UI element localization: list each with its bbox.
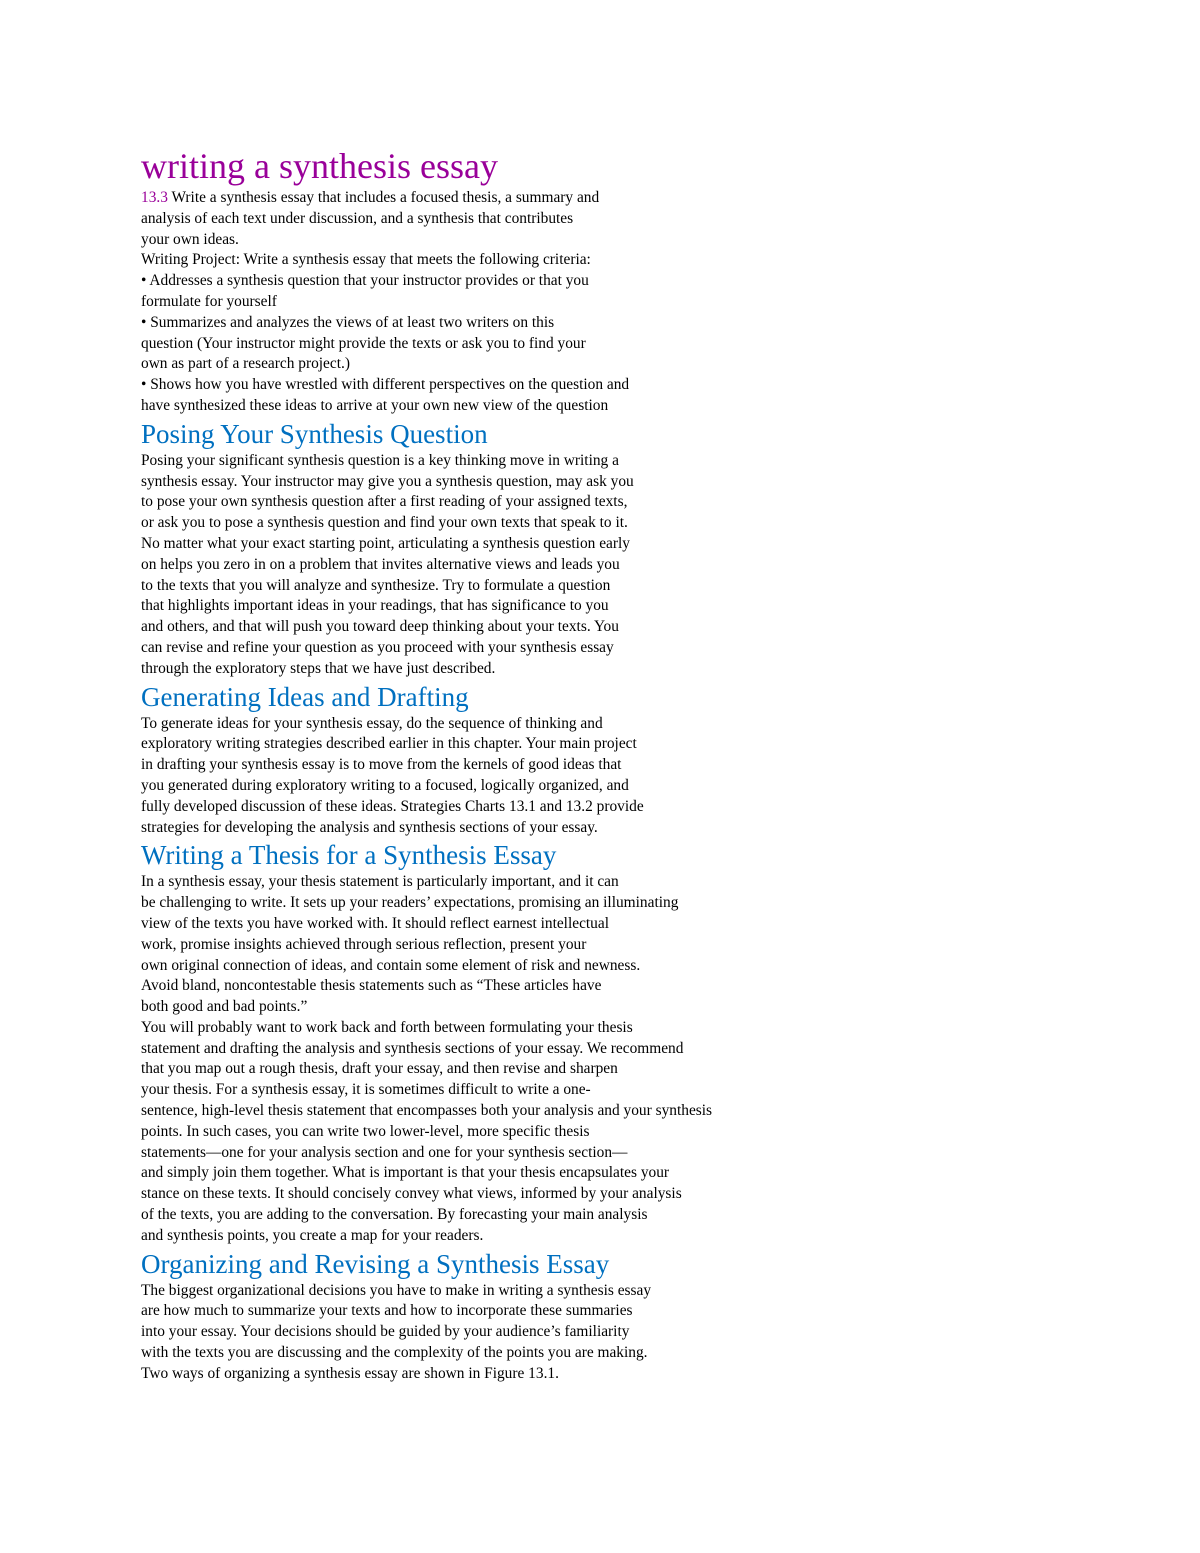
paragraph-line: You will probably want to work back and forth between formulating your thesis	[141, 1018, 633, 1036]
paragraph-line: of the texts, you are adding to the conversation. By forecasting your main analysis	[141, 1206, 648, 1224]
criteria-bullet-line: • Addresses a synthesis question that your instructor provides or that you	[141, 272, 589, 290]
paragraph-line: to pose your own synthesis question after a first reading of your assigned texts,	[141, 493, 628, 511]
paragraph-line: view of the texts you have worked with. It should reflect earnest intellectual	[141, 914, 609, 932]
paragraph-line: and simply join them together. What is important is that your thesis encapsulates your	[141, 1164, 670, 1182]
paragraph-line: are how much to summarize your texts and how to incorporate these summaries	[141, 1302, 633, 1320]
paragraph-line: can revise and refine your question as you proceed with your synthesis essay	[141, 638, 614, 656]
objective-line: your own ideas.	[141, 230, 239, 248]
paragraph-line: synthesis essay. Your instructor may give you a synthesis question, may ask you	[141, 472, 634, 490]
paragraph-line: and others, and that will push you toward deep thinking about your texts. You	[141, 618, 619, 636]
document-body	[141, 146, 861, 1385]
paragraph-line: No matter what your exact starting point, articulating a synthesis question early	[141, 534, 630, 552]
paragraph-line: fully developed discussion of these ideas. Strategies Charts 13.1 and 13.2 provide	[141, 797, 644, 815]
objective-line: analysis of each text under discussion, and a synthesis that contributes	[141, 209, 574, 227]
criteria-bullet-line: • Summarizes and analyzes the views of at least two writers on this	[141, 313, 555, 331]
section-writing-thesis	[141, 838, 861, 1246]
paragraph-line: sentence, high-level thesis statement that encompasses both your analysis and your synthesis	[141, 1102, 713, 1120]
section-posing-question	[141, 417, 861, 680]
paragraph-line: you generated during exploratory writing to a focused, logically organized, and	[141, 776, 629, 794]
paragraph-line: The biggest organizational decisions you have to make in writing a synthesis essay	[141, 1281, 652, 1299]
paragraph-line: Avoid bland, noncontestable thesis statements such as “These articles have	[141, 977, 602, 995]
paragraph-line: statements—one for your analysis section and one for your synthesis section—	[141, 1143, 628, 1161]
objective-block	[141, 188, 861, 417]
paragraph-line: exploratory writing strategies described earlier in this chapter. Your main project	[141, 735, 637, 753]
paragraph-line: be challenging to write. It sets up your readers’ expectations, promising an illuminating	[141, 894, 679, 912]
criteria-bullet-line: question (Your instructor might provide the texts or ask you to find your	[141, 334, 586, 352]
paragraph-line: stance on these texts. It should concisely convey what views, informed by your analysis	[141, 1185, 682, 1203]
paragraph-line: work, promise insights achieved through serious reflection, present your	[141, 935, 587, 953]
paragraph-line: in drafting your synthesis essay is to move from the kernels of good ideas that	[141, 756, 622, 774]
paragraph-line: To generate ideas for your synthesis essay, do the sequence of thinking and	[141, 714, 603, 732]
section-heading: Posing Your Synthesis Question	[141, 418, 488, 449]
section-heading: Writing a Thesis for a Synthesis Essay	[141, 840, 557, 871]
section-heading: Generating Ideas and Drafting	[141, 681, 469, 712]
writing-project-line: Writing Project: Write a synthesis essay that meets the following criteria:	[141, 251, 591, 269]
paragraph-line: both good and bad points.”	[141, 998, 308, 1016]
paragraph-line: Two ways of organizing a synthesis essay are shown in Figure 13.1.	[141, 1364, 559, 1382]
paragraph-line: your thesis. For a synthesis essay, it is sometimes difficult to write a one-	[141, 1081, 591, 1099]
paragraph-line: with the texts you are discussing and the complexity of the points you are making.	[141, 1344, 648, 1362]
paragraph-line: strategies for developing the analysis and synthesis sections of your essay.	[141, 818, 598, 836]
paragraph-line: In a synthesis essay, your thesis statement is particularly important, and it can	[141, 873, 619, 891]
objective-number: 13.3	[141, 189, 168, 206]
document-title: writing a synthesis essay	[141, 146, 498, 186]
section-organizing-revising	[141, 1247, 861, 1385]
paragraph-line: that highlights important ideas in your readings, that has significance to you	[141, 597, 609, 615]
objective-line: 13.3 Write a synthesis essay that includes a focused thesis, a summary and	[141, 189, 600, 206]
paragraph-line: statement and drafting the analysis and synthesis sections of your essay. We recommend	[141, 1039, 684, 1057]
paragraph-line: through the exploratory steps that we have just described.	[141, 659, 496, 677]
criteria-bullet-line: have synthesized these ideas to arrive at your own new view of the question	[141, 396, 609, 414]
section-generating-ideas	[141, 680, 861, 839]
paragraph-line: on helps you zero in on a problem that invites alternative views and leads you	[141, 555, 620, 573]
paragraph-line: into your essay. Your decisions should be guided by your audience’s familiarity	[141, 1323, 630, 1341]
paragraph-line: Posing your significant synthesis question is a key thinking move in writing a	[141, 451, 619, 469]
criteria-bullet-line: own as part of a research project.)	[141, 355, 350, 373]
paragraph-line: and synthesis points, you create a map for your readers.	[141, 1226, 484, 1244]
paragraph-line: or ask you to pose a synthesis question and find your own texts that speak to it.	[141, 514, 628, 532]
paragraph-line: own original connection of ideas, and contain some element of risk and newness.	[141, 956, 641, 974]
paragraph-line: to the texts that you will analyze and synthesize. Try to formulate a question	[141, 576, 611, 594]
paragraph-line: that you map out a rough thesis, draft your essay, and then revise and sharpen	[141, 1060, 618, 1078]
section-heading: Organizing and Revising a Synthesis Essay	[141, 1248, 610, 1279]
criteria-bullet-line: formulate for yourself	[141, 292, 277, 310]
criteria-bullet-line: • Shows how you have wrestled with different perspectives on the question and	[141, 376, 630, 394]
paragraph-line: points. In such cases, you can write two lower-level, more specific thesis	[141, 1122, 590, 1140]
